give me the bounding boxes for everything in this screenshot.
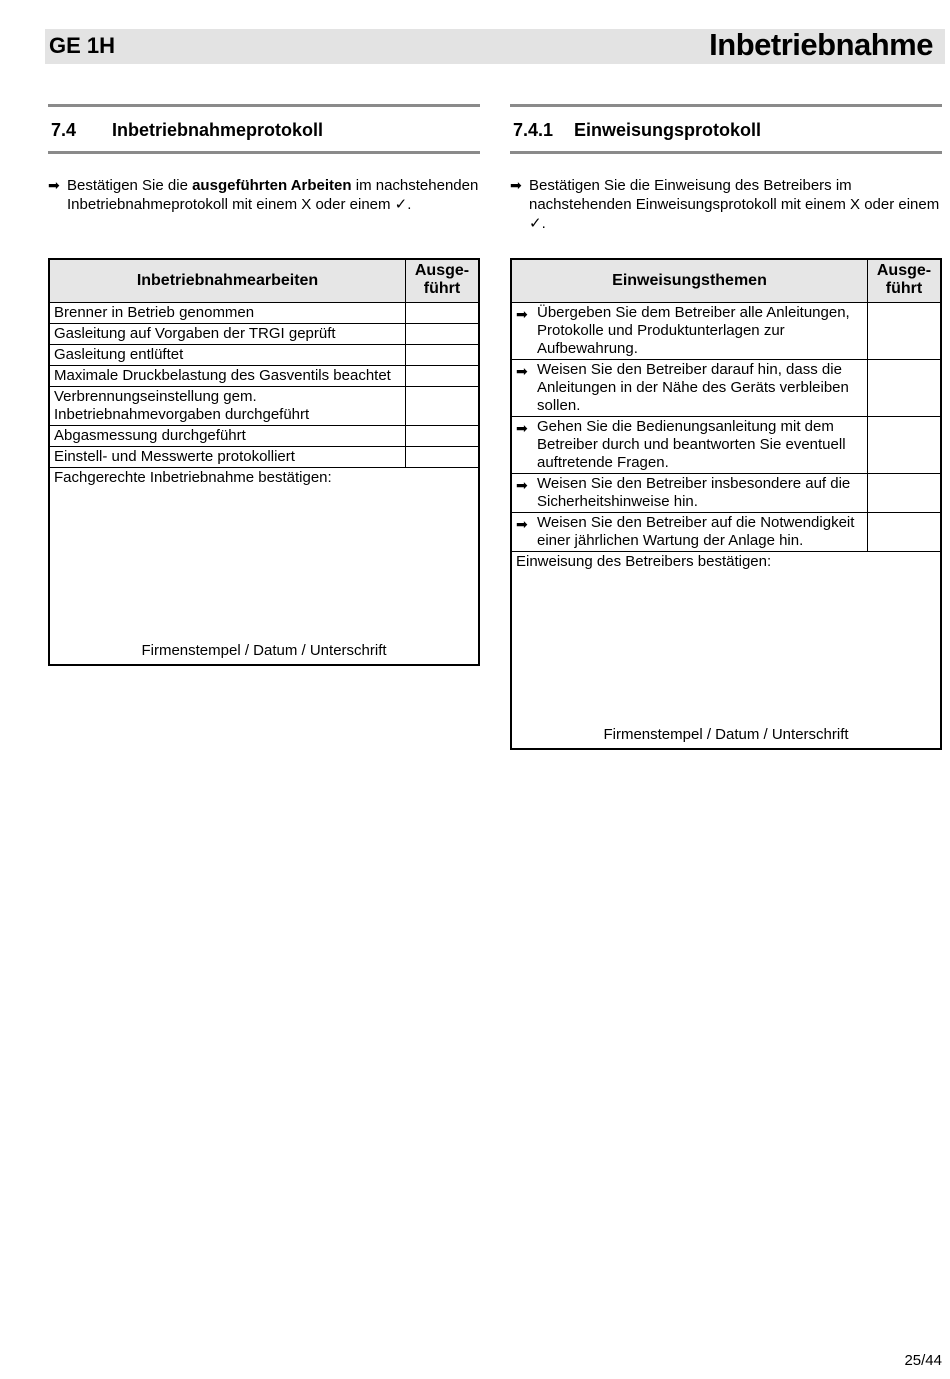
done-checkbox-cell[interactable]: [868, 474, 942, 513]
done-checkbox-cell[interactable]: [406, 426, 480, 447]
instruction-table: [510, 258, 942, 750]
confirm-label: Einweisung des Betreibers bestätigen:: [516, 553, 772, 570]
intro-part: Bestätigen Sie die: [67, 177, 193, 194]
instruction-text: [510, 176, 942, 238]
column-header-task: Inbetriebnahmearbeiten: [49, 259, 406, 303]
done-checkbox-cell[interactable]: [406, 387, 480, 426]
done-checkbox-cell[interactable]: [868, 417, 942, 474]
table-row: [511, 303, 941, 360]
arrow-right-icon: ➡: [516, 516, 528, 532]
section-heading: [48, 104, 480, 154]
commissioning-column: [48, 104, 480, 666]
table-row: [49, 426, 479, 447]
task-label: Maximale Druckbelastung des Gasventils beachtet: [49, 366, 406, 387]
task-label: Brenner in Betrieb genommen: [49, 303, 406, 324]
task-label: Verbrennungseinstellung gem. Inbetriebnahmevorgaben durchgeführt: [49, 387, 406, 426]
commissioning-table: [48, 258, 480, 666]
task-label: Abgasmessung durchgeführt: [49, 426, 406, 447]
section-title: Inbetriebnahmeprotokoll: [112, 120, 324, 140]
section-number: 7.4: [51, 120, 77, 140]
table-row: [49, 387, 479, 426]
arrow-right-icon: ➡: [516, 306, 528, 322]
table-row: [511, 360, 941, 417]
topic-label: Weisen Sie den Betreiber darauf hin, dass die Anleitungen in der Nähe des Geräts verbleiben sollen.: [537, 361, 849, 414]
confirm-label: Fachgerechte Inbetriebnahme bestätigen:: [54, 469, 332, 486]
column-header-done: Ausge-führt: [406, 259, 480, 303]
done-checkbox-cell[interactable]: [406, 345, 480, 366]
done-checkbox-cell[interactable]: [868, 303, 942, 360]
signature-label: Firmenstempel / Datum / Unterschrift: [603, 726, 849, 743]
topic-label: Gehen Sie die Bedienungsanleitung mit dem Betreiber durch und beantworten Sie eventuell auftretende Fragen.: [537, 418, 846, 471]
topic-label: Übergeben Sie dem Betreiber alle Anleitungen, Protokolle und Produktunterlagen zur Aufbewahrung.: [537, 304, 850, 357]
topic-cell: [511, 417, 868, 474]
done-checkbox-cell[interactable]: [406, 366, 480, 387]
topic-cell: [511, 513, 868, 552]
column-header-done: Ausge-führt: [868, 259, 942, 303]
topic-label: Weisen Sie den Betreiber auf die Notwendigkeit einer jährlichen Wartung der Anlage hin.: [537, 514, 855, 549]
signature-label: Firmenstempel / Datum / Unterschrift: [141, 642, 387, 659]
done-checkbox-cell[interactable]: [406, 324, 480, 345]
task-label: Gasleitung entlüftet: [49, 345, 406, 366]
table-row: [511, 474, 941, 513]
instruction-text: [48, 176, 480, 238]
section-number: 7.4.1: [513, 120, 554, 140]
table-row: [49, 303, 479, 324]
intro-part: Bestätigen Sie die Einweisung des Betreibers im nachstehenden Einweisungsprotokoll mit einem X oder einem ✓.: [529, 177, 940, 232]
table-row: [49, 366, 479, 387]
topic-label: Weisen Sie den Betreiber insbesondere auf die Sicherheitshinweise hin.: [537, 475, 851, 510]
signature-box[interactable]: [49, 468, 479, 666]
table-row: [49, 447, 479, 468]
model-name: GE 1H: [49, 33, 116, 58]
table-row: [49, 345, 479, 366]
topic-cell: [511, 303, 868, 360]
arrow-right-icon: ➡: [510, 177, 522, 193]
column-header-task: Einweisungsthemen: [511, 259, 868, 303]
topic-cell: [511, 474, 868, 513]
table-row: [511, 417, 941, 474]
task-label: Einstell- und Messwerte protokolliert: [49, 447, 406, 468]
arrow-right-icon: ➡: [516, 477, 528, 493]
table-row: [511, 513, 941, 552]
arrow-right-icon: ➡: [516, 363, 528, 379]
instruction-column: [510, 104, 942, 750]
arrow-right-icon: ➡: [516, 420, 528, 436]
section-heading: [510, 104, 942, 154]
signature-box[interactable]: [511, 552, 941, 750]
arrow-right-icon: ➡: [48, 177, 60, 193]
done-checkbox-cell[interactable]: [868, 513, 942, 552]
done-checkbox-cell[interactable]: [868, 360, 942, 417]
page-header: [45, 29, 945, 64]
chapter-title: Inbetriebnahme: [709, 27, 933, 62]
done-checkbox-cell[interactable]: [406, 303, 480, 324]
topic-cell: [511, 360, 868, 417]
page-number: 25/44: [904, 1352, 942, 1369]
intro-bold: ausgeführten Arbeiten: [192, 177, 352, 194]
task-label: Gasleitung auf Vorgaben der TRGI geprüft: [49, 324, 406, 345]
section-title: Einweisungsprotokoll: [574, 120, 762, 140]
table-row: [49, 324, 479, 345]
done-checkbox-cell[interactable]: [406, 447, 480, 468]
intro-part: im nachstehenden Inbetriebnahmeprotokoll mit einem X oder einem ✓.: [67, 177, 479, 213]
